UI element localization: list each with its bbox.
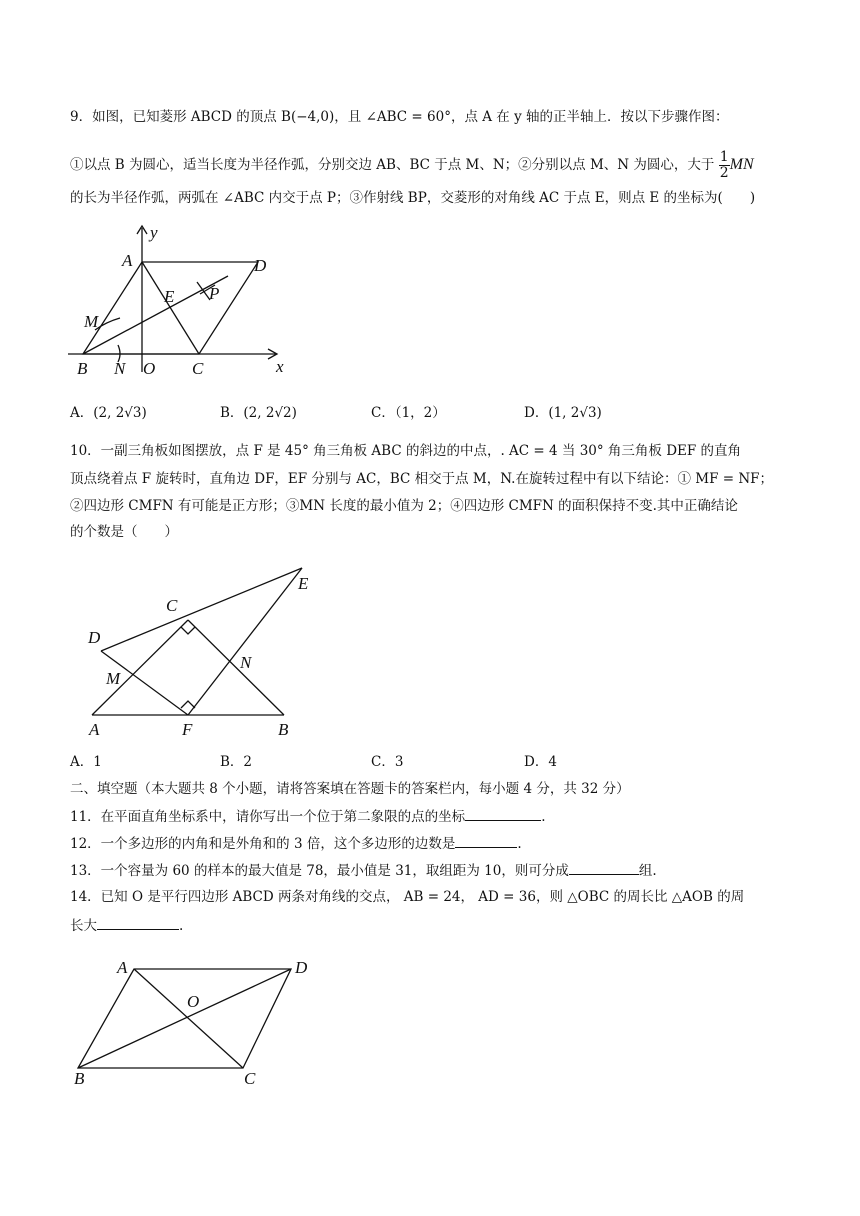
q9-line2a: ①以点 B 为圆心，适当长度为半径作弧，分别交边 AB、BC 于点 M、N；②分别以点 M、N 为圆心，大于: [70, 157, 715, 173]
q14-figure: [70, 955, 320, 1088]
q9-label-n: N: [114, 359, 126, 378]
q9-option-a: A．(2, 2√3): [70, 405, 147, 421]
q13-suffix: 组.: [638, 863, 657, 879]
q10-option-c: C．3: [371, 754, 404, 770]
q10-line1: 10．一副三角板如图摆放，点 F 是 45° 角三角板 ABC 的斜边的中点，. AC = 4 当 30° 角三角板 DEF 的直角: [70, 443, 742, 459]
q13: [70, 860, 657, 881]
q14-answer-blank: [97, 915, 179, 930]
q9-line1: 9．如图，已知菱形 ABCD 的顶点 B(−4,0)，且 ∠ABC = 60°，点 A 在 y 轴的正半轴上．按以下步骤作图：: [70, 109, 729, 125]
q9-line3: 的长为半径作弧，两弧在 ∠ABC 内交于点 P；③作射线 BP，交菱形的对角线 AC 于点 E，则点 E 的坐标为( ): [70, 190, 756, 206]
q9-label-d: D: [254, 256, 267, 275]
q10-label-e: E: [298, 574, 309, 593]
q9-fraction: [719, 150, 730, 181]
q12: [70, 833, 522, 854]
q10-figure: [80, 560, 320, 740]
q14-line1: 14．已知 O 是平行四边形 ABCD 两条对角线的交点， AB = 24， AD = 36，则 △OBC 的周长比 △AOB 的周: [70, 889, 745, 905]
q12-period: .: [517, 836, 522, 852]
q9-label-e: E: [164, 287, 175, 306]
q14-line2-text: 长大: [70, 918, 97, 934]
q10-line3: ②四边形 CMFN 有可能是正方形；③MN 长度的最小值为 2；④四边形 CMFN 的面积保持不变.其中正确结论: [70, 498, 738, 514]
q9-option-c: C．（1，2）: [371, 405, 446, 421]
q9-label-b: B: [77, 359, 88, 378]
q9-label-o: O: [143, 359, 156, 378]
q12-text: 12．一个多边形的内角和是外角和的 3 倍，这个多边形的边数是: [70, 836, 456, 852]
q9-label-a: A: [122, 251, 133, 270]
q9-option-d: D．(1, 2√3): [524, 405, 602, 421]
q11-period: .: [541, 809, 546, 825]
q10-label-c: C: [166, 596, 178, 615]
q9-figure: [60, 218, 300, 378]
q14-label-c: C: [244, 1069, 256, 1088]
q10-line2: 顶点绕着点 F 旋转时，直角边 DF，EF 分别与 AC，BC 相交于点 M，N.在旋转过程中有以下结论：① MF = NF；: [70, 471, 774, 487]
q9-frac-num: 1: [719, 149, 729, 165]
q9-label-m: M: [84, 312, 99, 331]
q11: [70, 806, 545, 827]
q10-label-n: N: [240, 653, 252, 672]
q9-line2b: MN: [729, 156, 754, 173]
q10-label-a: A: [89, 720, 100, 739]
q10-line4: 的个数是（ ）: [70, 524, 178, 540]
q14-label-d: D: [295, 958, 308, 977]
q10-label-b: B: [278, 720, 289, 739]
q13-answer-blank: [569, 860, 639, 875]
q10-label-d: D: [88, 628, 101, 647]
q12-answer-blank: [455, 833, 517, 848]
q9-label-y: y: [150, 223, 158, 242]
q9-option-b: B．(2, 2√2): [220, 405, 297, 421]
q11-answer-blank: [465, 806, 541, 821]
q10-option-a: A．1: [70, 754, 102, 770]
q9-label-c: C: [192, 359, 204, 378]
q9-label-p: P: [209, 284, 220, 303]
q10-label-f: F: [182, 720, 193, 739]
q9-label-x: x: [276, 357, 284, 376]
q14-label-a: A: [117, 958, 128, 977]
q10-option-b: B．2: [220, 754, 253, 770]
q9-frac-den: 2: [719, 165, 729, 181]
q14-label-b: B: [74, 1069, 85, 1088]
q14-line2: [70, 915, 183, 936]
q10-label-m: M: [106, 669, 121, 688]
q10-option-d: D．4: [524, 754, 557, 770]
q14-period: .: [179, 918, 184, 934]
q14-label-o: O: [187, 992, 200, 1011]
q11-text: 11．在平面直角坐标系中，请你写出一个位于第二象限的点的坐标: [70, 809, 466, 825]
section-2-heading: 二、填空题（本大题共 8 个小题，请将答案填在答题卡的答案栏内，每小题 4 分，共 32 分）: [70, 781, 630, 797]
q9-line2: [70, 150, 754, 181]
q13-text: 13．一个容量为 60 的样本的最大值是 78，最小值是 31，取组距为 10，则可分成: [70, 863, 569, 879]
